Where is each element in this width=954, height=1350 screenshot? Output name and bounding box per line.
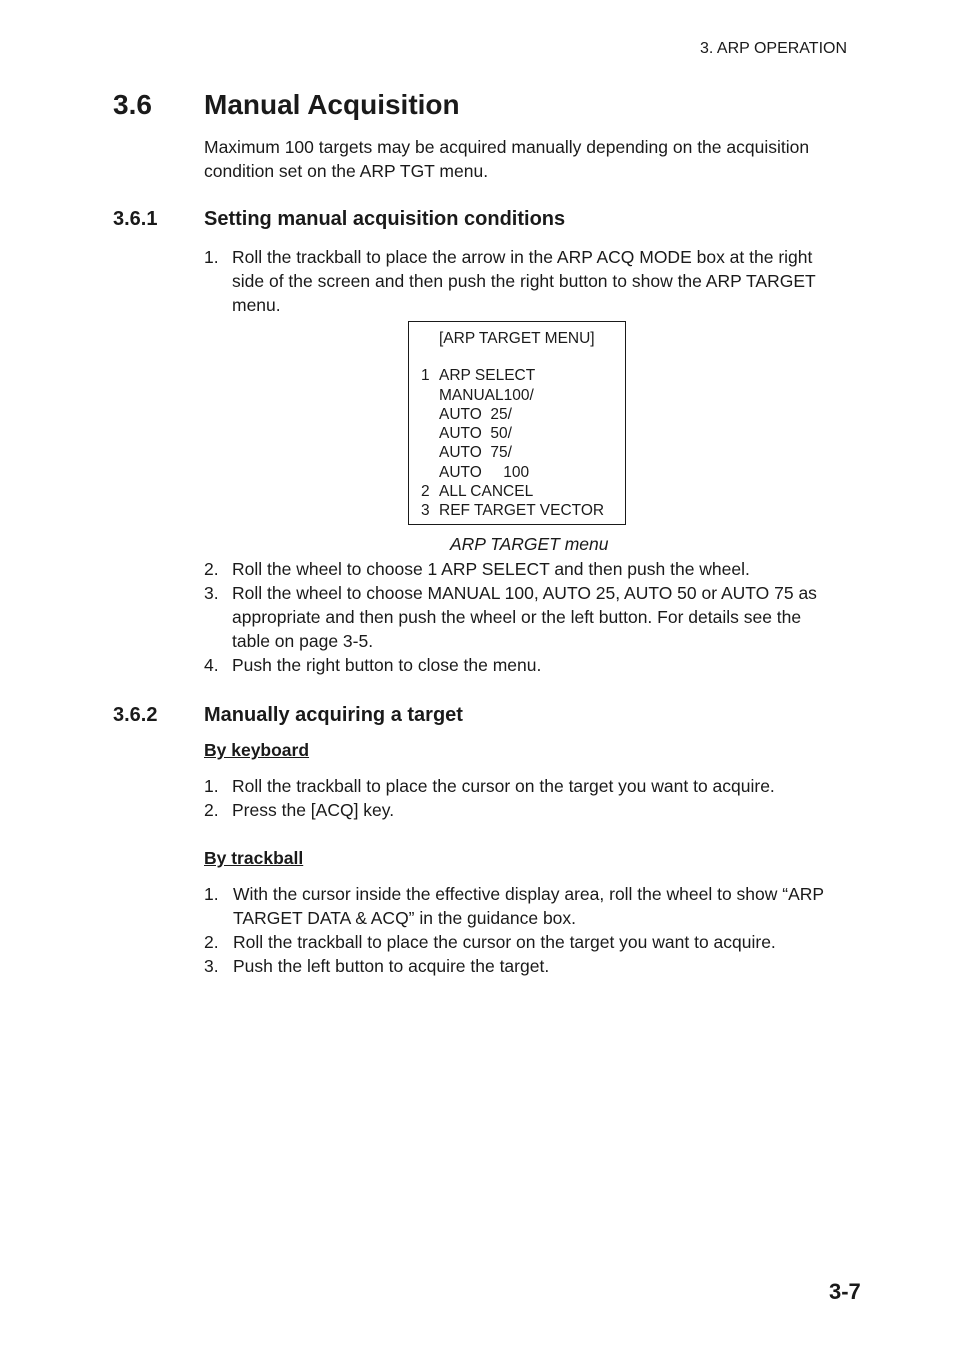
step-text-line: table on page 3-5. [232,631,374,651]
menu-option: AUTO 25/ [439,406,512,423]
step-number: 3. [204,956,219,976]
step-item [204,581,864,653]
step-text-line: Roll the wheel to choose MANUAL 100, AUTO 25, AUTO 50 or AUTO 75 as [232,583,817,603]
step-number: 2. [204,932,219,952]
menu-option: AUTO 50/ [439,425,512,442]
running-header: 3. ARP OPERATION [700,40,848,57]
section-number: 3.6 [113,89,152,120]
menu-item-all-cancel: ALL CANCEL [439,483,534,500]
menu-item-number: 1 [421,367,430,384]
step-text-line: Roll the wheel to choose 1 ARP SELECT and then push the wheel. [232,559,750,579]
step-number: 1. [204,776,219,796]
step-item [204,557,864,581]
step-text-line: Push the left button to acquire the target. [233,956,550,976]
step-text-line: TARGET DATA & ACQ” in the guidance box. [233,908,577,928]
figure-caption: ARP TARGET menu [450,534,609,554]
menu-item-number: 2 [421,483,430,500]
menu-item-arp-select: ARP SELECT [439,367,536,384]
step-number: 4. [204,655,219,675]
step-item [204,774,864,798]
intro-line-2: condition set on the ARP TGT menu. [204,161,489,181]
step-text-line: Roll the trackball to place the arrow in the ARP ACQ MODE box at the right [232,247,813,267]
subheading-by-trackball: By trackball [204,848,304,868]
step-text-line: appropriate and then push the wheel or the left button. For details see the [232,607,802,627]
step-item [204,798,864,822]
step-number: 1. [204,884,219,904]
step-item [204,882,864,930]
step-item [204,245,864,317]
subsection-title-2: Manually acquiring a target [204,704,463,726]
step-text-line: With the cursor inside the effective display area, roll the wheel to show “ARP [233,884,825,904]
step-item [204,653,864,677]
step-number: 2. [204,800,219,820]
arp-target-menu-box [408,321,626,525]
section-title: Manual Acquisition [204,89,460,120]
menu-title: [ARP TARGET MENU] [439,330,595,347]
step-text-line: Push the right button to close the menu. [232,655,542,675]
step-number: 1. [204,247,219,267]
step-text-line: side of the screen and then push the right button to show the ARP TARGET [232,271,816,291]
step-item [204,930,864,954]
subheading-by-keyboard: By keyboard [204,740,310,760]
menu-item-ref-target-vector: REF TARGET VECTOR [439,502,605,519]
step-number: 2. [204,559,219,579]
menu-option: AUTO 100 [439,464,530,481]
subsection-number-1: 3.6.1 [113,208,158,230]
step-number: 3. [204,583,219,603]
step-text-line: menu. [232,295,281,315]
menu-option: MANUAL100/ [439,387,534,404]
step-text-line: Roll the trackball to place the cursor on the target you want to acquire. [233,932,776,952]
step-item [204,954,864,978]
page-number: 3-7 [829,1279,861,1304]
step-text-line: Roll the trackball to place the cursor on the target you want to acquire. [232,776,775,796]
subsection-title-1: Setting manual acquisition conditions [204,208,566,230]
step-text-line: Press the [ACQ] key. [232,800,395,820]
subsection-number-2: 3.6.2 [113,704,158,726]
menu-option: AUTO 75/ [439,444,512,461]
intro-line-1: Maximum 100 targets may be acquired manually depending on the acquisition [204,137,810,157]
menu-item-number: 3 [421,502,430,519]
